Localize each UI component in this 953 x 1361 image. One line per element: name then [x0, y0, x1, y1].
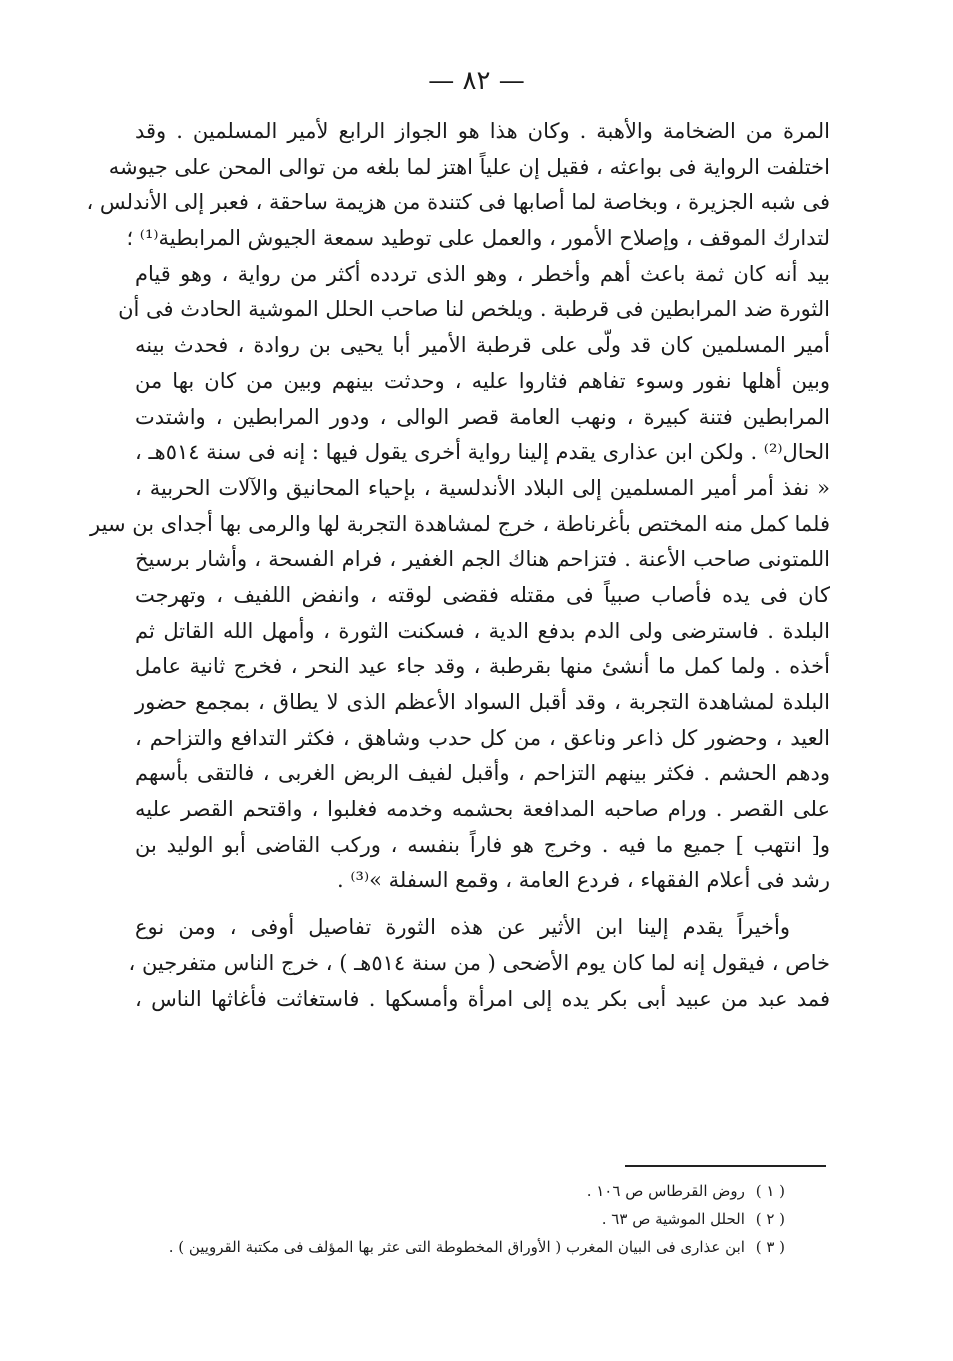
- text-line: الثورة ضد المرابطين فى قرطبة . ويلخص لنا صاحب الحلل الموشية الحادث فى أن: [118, 297, 830, 322]
- text-line: فى شبه الجزيرة ، وبخاصة لما أصابها فى كتندة من هزيمة ساحقة ، فعبر إلى الأندلس ،: [86, 190, 830, 215]
- text-line: و[ انتهب ] جميع ما فيه . وخرج هو فاراً بنفسه ، وركب القاضى أبو الوليد بن: [135, 832, 830, 857]
- text-line: فمد عبد من عبيد أبى بكر يده إلى امرأة وأمسكها . فاستغاثت فأغاثها الناس ،: [135, 986, 830, 1011]
- text-line: اللمتونى صاحب الأعنة . فتزاحم هناك الجم الغفير ، فرام الفسحة ، وأشار برسيخ: [135, 547, 830, 572]
- text-line: اختلفت الرواية فى بواعثه ، فقيل إن علياً اهتز لما بلغه من توالى المحن على جيوشه: [108, 154, 830, 179]
- text-line: « نفذ أمر أمير المسلمين إلى البلاد الأندلسية ، بإحياء المحانيق والآلات الحربية ،: [135, 475, 830, 500]
- footnote-divider: [625, 1165, 826, 1167]
- footnote-mark: ( ٣ ): [755, 1238, 785, 1256]
- text-line: كان فى يده فأصاب صبياً فى مقتله فقضى لوقته ، وانفض اللفيف ، وتهرجت: [135, 582, 830, 607]
- text-line: المرة من الضخامة والأهبة . وكان هذا هو الجواز الرابع لأمير المسلمين . وقد: [135, 119, 830, 143]
- footnote: [130, 1205, 785, 1233]
- text-line: وأخيراً يقدم إلينا ابن الأثير عن هذه الثورة تفاصيل أوفى ، ومن نوع: [135, 915, 790, 940]
- body-text: [86, 114, 830, 1017]
- footnote: [130, 1177, 785, 1205]
- footnotes: [130, 1177, 785, 1261]
- footnote-mark: ( ٢ ): [755, 1210, 785, 1228]
- text-line: البلدة . فاسترضى ولى الدم بدفع الدية ، فسكنت الثورة ، وأمهل الله القاتل ثم: [135, 618, 830, 643]
- text-line: البلدة لمشاهدة التجربة ، وقد أقبل السواد الأعظم الذى لا يطاق ، بمجمع حضور: [135, 690, 830, 714]
- footnote-text: روض القرطاس ص ١٠٦ .: [586, 1182, 745, 1200]
- footnote-mark: ( ١ ): [755, 1182, 785, 1200]
- text-line: العيد ، وحضور كل ذاعر وناعق ، من كل حدب وشاهق ، فكثر التدافع والتزاحم ،: [135, 725, 830, 750]
- paragraph-1: [86, 114, 830, 899]
- text-line: أمير المسلمين كان قد ولّى على قرطبة الأمير أبا يحيى بن روادة ، فحدث بينه: [135, 333, 830, 358]
- text-line: وبين أهلها نفور وسوء تفاهم فثاروا عليه ، وحدثت بينهم وبين من كان بها من: [135, 368, 830, 393]
- text-line: فلما كمل منه المختص بأغرناطة ، خرج لمشاهدة التجربة لها والرمى بها أجداى بن سير: [90, 511, 830, 536]
- text-line: على القصر . ورام صاحبه المدافعة بحشمه وخدمه فغلبوا ، واقتحم القصر عليه: [135, 797, 830, 822]
- text-line: رشد فى أعلام الفقهاء ، فردع العامة ، وقمع السفلة »⁽³⁾ .: [337, 868, 830, 893]
- text-line: أخذه . ولما كمل ما أنشئ منها بقرطبة ، وقد جاء عيد النحر ، فخرج ثانية عامل: [135, 654, 830, 679]
- paragraph-2: [128, 910, 830, 1017]
- footnote-text: الحلل الموشية ص ٦٣ .: [601, 1210, 745, 1228]
- footnote: [130, 1233, 785, 1261]
- page-number: — ٨٢ —: [428, 66, 525, 96]
- text-line: المرابطين فتنة كبيرة ، ونهب العامة قصر الوالى ، ودور المرابطين ، واشتدت: [135, 404, 830, 429]
- footnote-text: ابن عذارى فى البيان المغرب ( الأوراق المخطوطة التى عثر بها المؤلف فى مكتبة القرويين ) .: [168, 1238, 745, 1256]
- text-line: بيد أنه كان ثمة باعث أهم وأخطر ، وهو الذى تردده أكثر من رواية ، وهو قيام: [135, 261, 830, 286]
- text-line: لتدارك الموقف ، وإصلاح الأمور ، والعمل على توطيد سمعة الجيوش المرابطية⁽¹⁾ ؛: [126, 226, 830, 251]
- text-line: خاص ، فيقول إنه لما كان يوم الأضحى ( من سنة ٥١٤هـ ) ، خرج الناس متفرجين ،: [128, 950, 830, 975]
- text-line: ودهم الحشم . فكثر بينهم التزاحم ، وأقبل لفيف الربض الغربى ، فالتقى بأسهم: [135, 761, 830, 786]
- text-line: الحال⁽²⁾ . ولكن ابن عذارى يقدم إلينا رواية أخرى يقول فيها : إنه فى سنة ٥١٤هـ ،: [135, 440, 830, 465]
